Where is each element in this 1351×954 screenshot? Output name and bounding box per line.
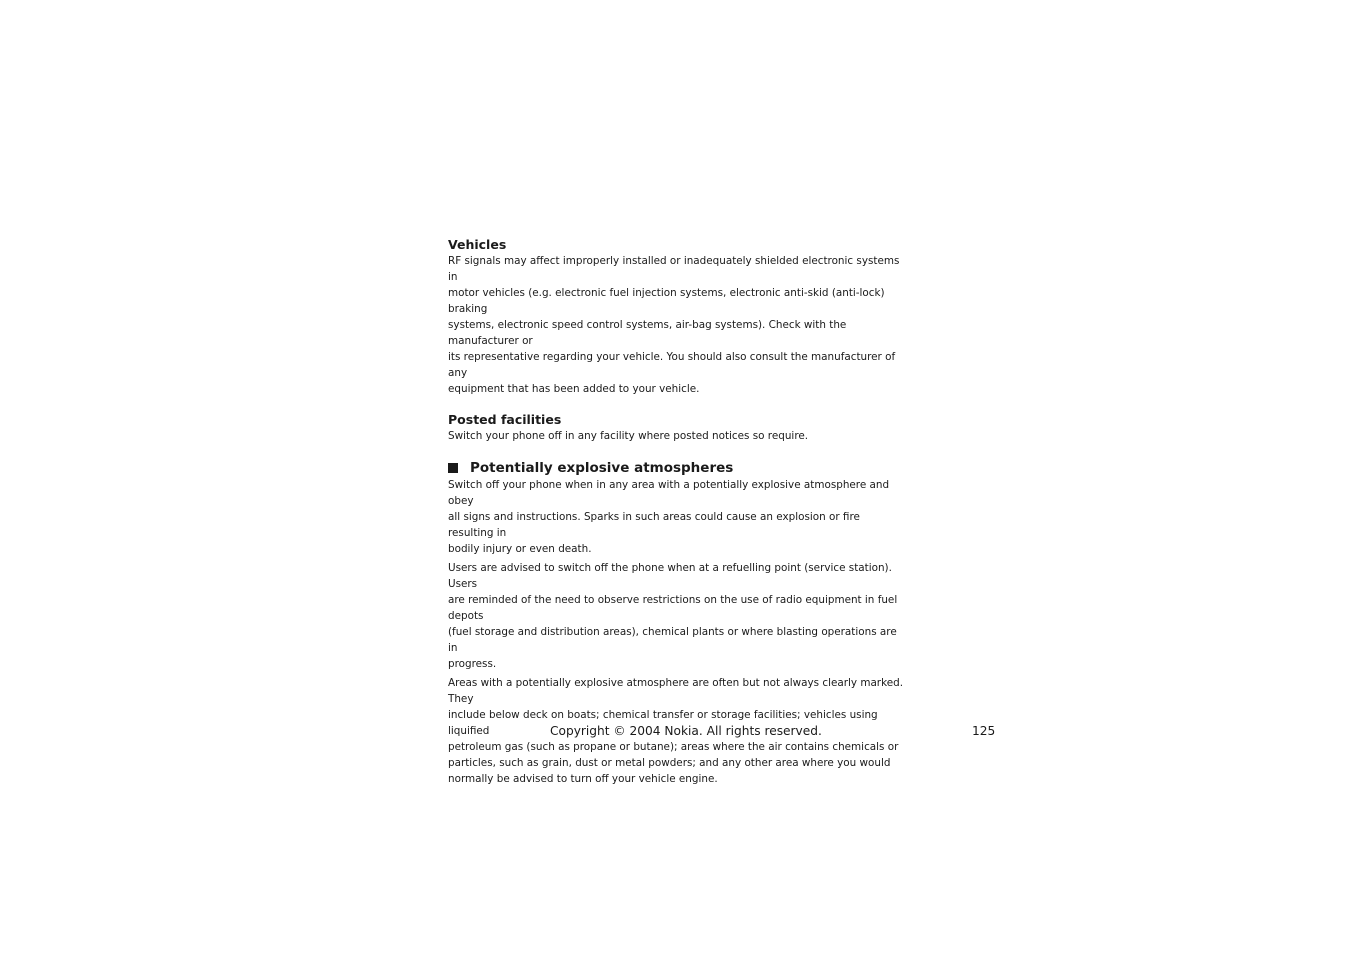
posted-facilities-heading: Posted facilities — [448, 412, 562, 427]
text-line: bodily injury or even death. — [448, 543, 592, 555]
vehicles-heading: Vehicles — [448, 237, 507, 252]
text-line: are reminded of the need to observe restrictions on the use of radio equipment in fuel depots — [448, 594, 898, 622]
bullet-square-icon — [448, 463, 458, 473]
explosive-atmospheres-heading — [448, 459, 904, 477]
text-line: systems, electronic speed control systems, air-bag systems). Check with the manufacturer or — [448, 319, 847, 347]
text-line: include below deck on boats; chemical transfer or storage facilities; vehicles using liquified — [448, 709, 878, 737]
text-line: Users are advised to switch off the phone when at a refuelling point (service station). Users — [448, 562, 892, 590]
explosive-paragraph-2 — [448, 560, 904, 672]
page-number: 125 — [972, 724, 996, 738]
text-line: Switch your phone off in any facility where posted notices so require. — [448, 430, 809, 442]
vehicles-paragraph — [448, 253, 904, 397]
text-line: Switch off your phone when in any area with a potentially explosive atmosphere and obey — [448, 479, 890, 507]
text-line: progress. — [448, 658, 497, 670]
text-line: its representative regarding your vehicle. You should also consult the manufacturer of any — [448, 351, 896, 379]
text-line: particles, such as grain, dust or metal powders; and any other area where you would — [448, 757, 891, 769]
posted-facilities-paragraph — [448, 428, 904, 444]
text-line: motor vehicles (e.g. electronic fuel injection systems, electronic anti-skid (anti-lock) braking — [448, 287, 885, 315]
text-line: normally be advised to turn off your vehicle engine. — [448, 773, 718, 785]
page-content — [448, 237, 904, 787]
text-line: Areas with a potentially explosive atmosphere are often but not always clearly marked. They — [448, 677, 904, 705]
text-line: petroleum gas (such as propane or butane); areas where the air contains chemicals or — [448, 741, 899, 753]
explosive-paragraph-1 — [448, 477, 904, 557]
text-line: (fuel storage and distribution areas), chemical plants or where blasting operations are in — [448, 626, 897, 654]
explosive-atmospheres-title: Potentially explosive atmospheres — [470, 460, 734, 476]
text-line: RF signals may affect improperly installed or inadequately shielded electronic systems in — [448, 255, 900, 283]
text-line: equipment that has been added to your vehicle. — [448, 383, 700, 395]
text-line: all signs and instructions. Sparks in such areas could cause an explosion or fire resulting in — [448, 511, 860, 539]
copyright-notice: Copyright © 2004 Nokia. All rights reserved. — [550, 724, 822, 738]
